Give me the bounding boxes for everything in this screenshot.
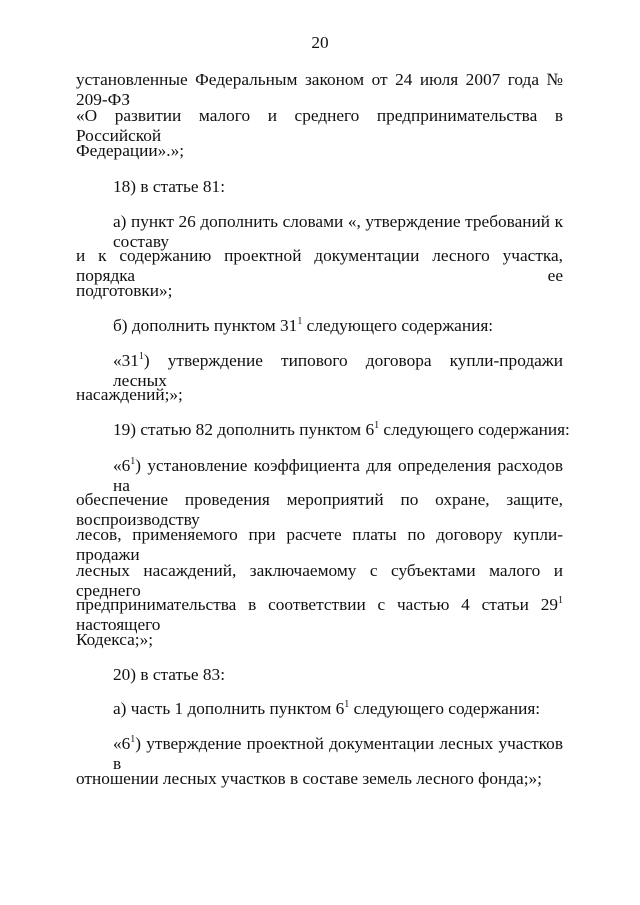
text-line: установленные Федеральным законом от 24 июля 2007 года № 209-ФЗ: [76, 70, 563, 109]
text-line: обеспечение проведения мероприятий по охране, защите, воспроизводству: [76, 490, 563, 529]
superscript: 1: [344, 699, 350, 710]
text-line: лесов, применяемого при расчете платы по договору купли-продажи: [76, 525, 563, 564]
text-line: подготовки»;: [76, 281, 173, 300]
text-line: [76, 595, 563, 635]
text-line: Федерации».»;: [76, 141, 185, 160]
superscript: 1: [130, 734, 136, 745]
text-segment: следующего содержания:: [349, 699, 541, 718]
superscript: 1: [297, 316, 303, 327]
text-line: и к содержанию проектной документации лесного участка, порядка ее: [76, 246, 563, 285]
text-line: отношении лесных участков в составе земель лесного фонда;»;: [76, 769, 542, 788]
text-segment: а) часть 1 дополнить пунктом 6: [113, 699, 345, 718]
text-segment: ) установление коэффициента для определения расходов на: [113, 456, 563, 495]
superscript: 1: [558, 595, 563, 606]
text-line: [113, 420, 570, 440]
text-segment: следующего содержания:: [302, 316, 494, 335]
text-segment: ) утверждение проектной документации лесных участков в: [113, 734, 563, 773]
text-segment: 19) статью 82 дополнить пунктом 6: [113, 420, 375, 439]
text-line: «О развитии малого и среднего предпринимательства в Российской: [76, 106, 563, 145]
text-line: [113, 316, 563, 336]
text-line: насаждений;»;: [76, 385, 183, 404]
superscript: 1: [130, 456, 136, 467]
text-segment: б) дополнить пунктом 31: [113, 316, 298, 335]
text-segment: предпринимательства в соответствии с частью 4 статьи 29: [76, 595, 558, 614]
text-segment: «6: [113, 734, 131, 753]
page-number: 20: [311, 33, 329, 52]
text-segment: «6: [113, 456, 131, 475]
text-line: а) пункт 26 дополнить словами «, утверждение требований к составу: [113, 212, 563, 251]
text-segment: следующего содержания:: [379, 420, 570, 439]
text-segment: настоящего: [76, 615, 161, 634]
text-line: 18) в статье 81:: [113, 177, 225, 196]
text-segment: ) утверждение типового договора купли-продажи лесных: [113, 351, 563, 390]
text-line: [113, 734, 563, 774]
text-line: 20) в статье 83:: [113, 665, 225, 684]
text-line: [113, 699, 563, 719]
superscript: 1: [138, 351, 144, 362]
text-line: лесных насаждений, заключаемому с субъектами малого и среднего: [76, 561, 563, 600]
superscript: 1: [374, 420, 380, 431]
text-segment: «31: [113, 351, 139, 370]
text-line: Кодекса;»;: [76, 630, 154, 649]
